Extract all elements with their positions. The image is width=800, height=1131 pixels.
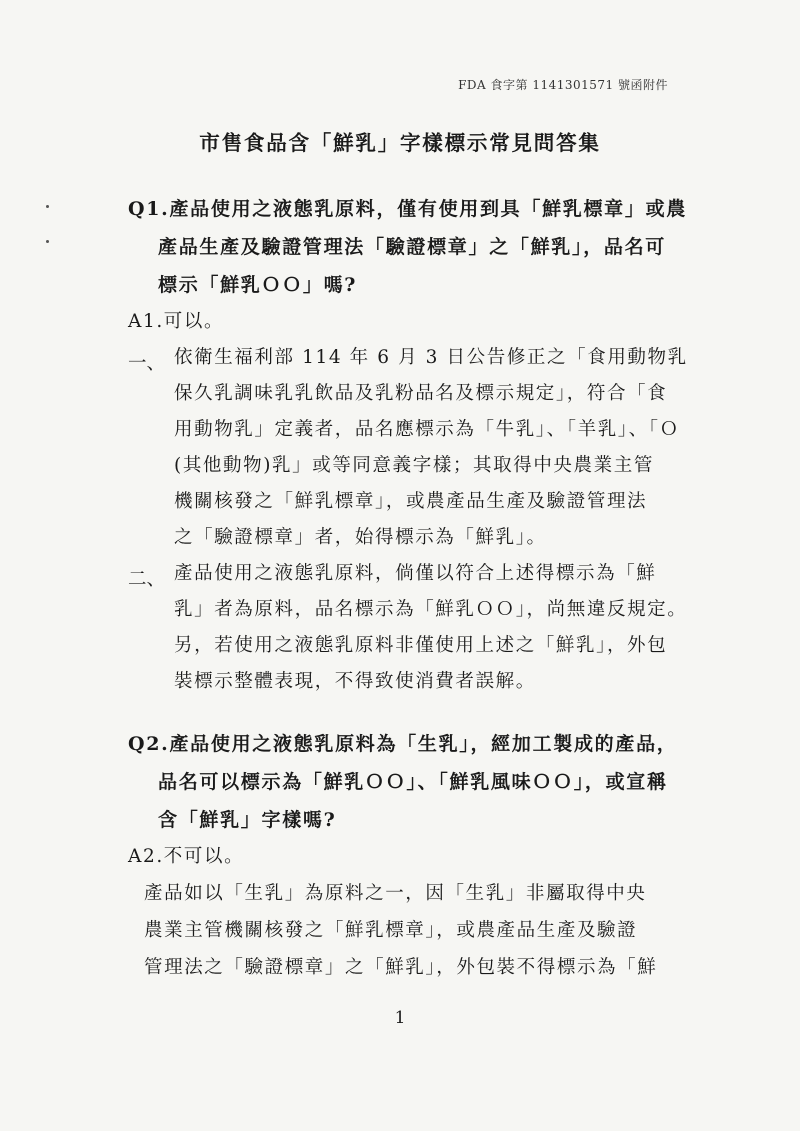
page-title: 市售食品含「鮮乳」字樣標示常見問答集	[199, 131, 601, 155]
answer-1-item-2-line-1: 產品使用之液態乳原料，倘僅以符合上述得標示為「鮮	[174, 563, 657, 584]
document-reference-number: FDA 食字第 1141301571 號函附件	[458, 78, 668, 92]
answer-1-item-1-line-1: 依衛生福利部 114 年 6 月 3 日公告修正之「食用動物乳	[174, 347, 688, 368]
scan-speck	[46, 205, 49, 208]
answer-1-label: A1.可以。	[128, 311, 225, 332]
answer-1-item-2-line-2: 乳」者為原料，品名標示為「鮮乳ＯＯ」，尚無違反規定。	[174, 599, 688, 620]
answer-1-item-1-line-3: 用動物乳」定義者，品名應標示為「牛乳」、「羊乳」、「Ｏ	[174, 419, 680, 440]
answer-1-item-2-line-4: 裝標示整體表現，不得致使消費者誤解。	[174, 671, 536, 692]
question-2-line-1: Q2.產品使用之液態乳原料為「生乳」，經加工製成的產品，	[128, 733, 678, 755]
question-1-line-3: 標示「鮮乳ＯＯ」嗎?	[158, 274, 358, 296]
question-1-line-1: Q1.產品使用之液態乳原料，僅有使用到具「鮮乳標章」或農	[128, 198, 687, 220]
answer-2-line-2: 農業主管機關核發之「鮮乳標章」，或農產品生產及驗證	[144, 920, 638, 941]
answer-2-label: A2.不可以。	[128, 846, 245, 867]
question-2-line-2: 品名可以標示為「鮮乳ＯＯ」、「鮮乳風味ＯＯ」，或宣稱	[158, 771, 668, 793]
answer-1-item-1-line-6: 之「驗證標章」者，始得標示為「鮮乳」。	[174, 527, 547, 548]
list-marker-2: 二、	[128, 569, 166, 590]
answer-2-line-3: 管理法之「驗證標章」之「鮮乳」，外包裝不得標示為「鮮	[144, 957, 658, 978]
scan-speck	[46, 240, 49, 243]
answer-1-item-1-line-2: 保久乳調味乳乳飲品及乳粉品名及標示規定」，符合「食	[174, 383, 668, 404]
question-2-line-3: 含「鮮乳」字樣嗎?	[158, 809, 337, 831]
question-1-line-2: 產品生產及驗證管理法「驗證標章」之「鮮乳」，品名可	[158, 236, 667, 258]
answer-1-item-1-line-5: 機關核發之「鮮乳標章」，或農產品生產及驗證管理法	[174, 491, 648, 512]
answer-1-item-2-line-3: 另，若使用之液態乳原料非僅使用上述之「鮮乳」，外包	[174, 635, 668, 656]
page-number: 1	[394, 1008, 406, 1028]
answer-2-line-1: 產品如以「生乳」為原料之一，因「生乳」非屬取得中央	[144, 883, 647, 904]
answer-1-item-1-line-4: (其他動物)乳」或等同意義字樣；其取得中央農業主管	[174, 455, 654, 476]
list-marker-1: 一、	[128, 353, 166, 374]
